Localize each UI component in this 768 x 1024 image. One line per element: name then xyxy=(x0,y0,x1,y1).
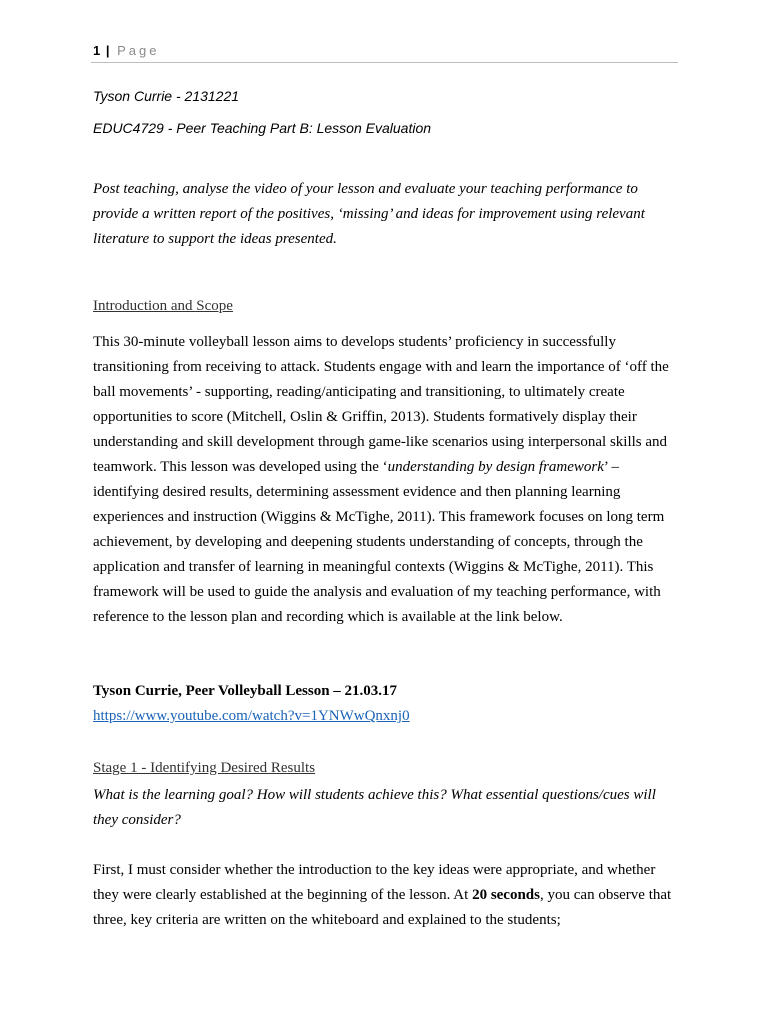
course-line: EDUC4729 - Peer Teaching Part B: Lesson Evaluation xyxy=(93,120,432,136)
lesson-video-link[interactable]: https://www.youtube.com/watch?v=1YNWwQnxnj0 xyxy=(93,708,410,724)
stage1-questions: What is the learning goal? How will students achieve this? What essential questions/cues will they consider? xyxy=(93,787,656,828)
lesson-title: Tyson Currie, Peer Volleyball Lesson – 21.03.17 xyxy=(93,683,398,699)
stage1-text-1: First, I must consider whether the introduction to the key ideas were appropriate, and whether they were clearly established at the beginning of the lesson. At xyxy=(93,862,656,903)
intro-paragraph xyxy=(93,330,683,630)
intro-text-1: This 30-minute volleyball lesson aims to develops students’ proficiency in successfully transitioning from receiving to attack. Students engage with and learn the importance of ‘off the ball movements’ - supporting, reading/anticipating and transitioning, to ultimately create opportunities to score (Mitchell, Oslin & Griffin, 2013). Students formatively display their understanding and skill development through game-like scenarios using interpersonal skills and teamwork. This lesson was developed using the ‘ xyxy=(93,334,669,475)
intro-text-2: ’ – identifying desired results, determining assessment evidence and then planning learning experiences and instruction (Wiggins & McTighe, 2011). This framework focuses on long term achievement, by developing and deepening students understanding of concepts, through the application and transfer of learning in meaningful contexts (Wiggins & McTighe, 2011). This framework will be used to guide the analysis and evaluation of my teaching performance, with reference to the lesson plan and recording which is available at the link below. xyxy=(93,459,665,625)
header-separator: | xyxy=(105,43,110,58)
page-label: Page xyxy=(117,43,160,58)
author-line: Tyson Currie - 2131221 xyxy=(93,88,240,104)
stage1-text-2: , you can observe that three, key criteria are written on the whiteboard and explained to the students; xyxy=(93,887,672,928)
assignment-prompt: Post teaching, analyse the video of your lesson and evaluate your teaching performance to provide a written report of the positives, ‘missing’ and ideas for improvement using relevant literature to support the ideas presented. xyxy=(93,181,645,247)
stage1-heading: Stage 1 - Identifying Desired Results xyxy=(93,760,316,776)
header-rule xyxy=(91,62,678,63)
timestamp-bold: 20 seconds xyxy=(472,887,540,903)
page-header xyxy=(93,43,160,58)
stage1-paragraph xyxy=(93,858,683,933)
intro-heading: Introduction and Scope xyxy=(93,298,233,314)
framework-name: understanding by design framework xyxy=(387,459,604,475)
page-number: 1 xyxy=(93,43,101,58)
